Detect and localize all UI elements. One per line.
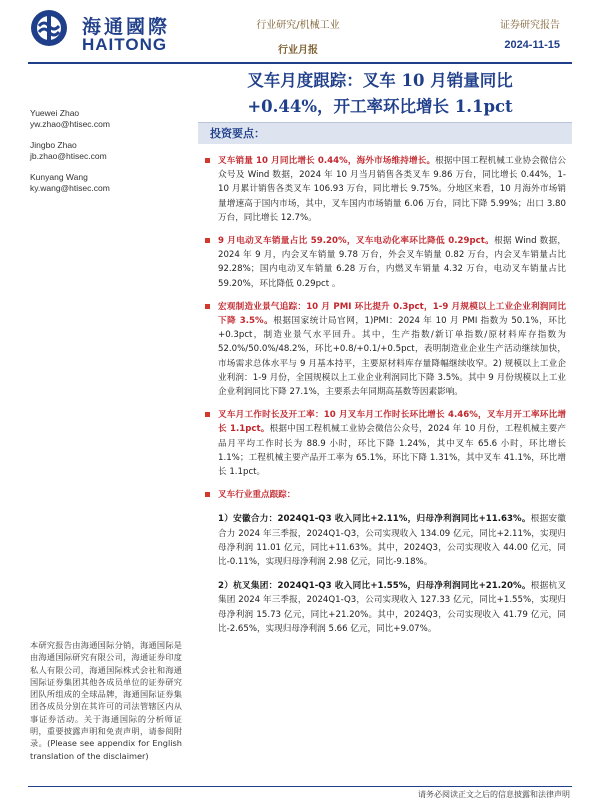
report-category: 行业研究/机械工业 [256,20,340,31]
key-point-lead: 9 月电动叉车销量占比 59.20%，叉车电动化率环比降低 0.29pct。 [218,236,495,247]
bullet-square-icon [205,412,210,417]
key-point-item [204,408,566,479]
company-entry [204,512,566,569]
bullet-square-icon [205,304,210,309]
analyst-entry [30,108,190,130]
section-title: 投资要点： [210,127,265,140]
industry-tracking-heading: 叉车行业重点跟踪： [218,490,296,501]
logo-chinese-name: 海通國際 [82,16,171,38]
analyst-email-link[interactable]: ky.wang@htisec.com [30,183,110,193]
key-point-lead: 叉车月工作时长及开工率：10 月叉车月工作时长环比增长 4.46%，叉车月开工率环比增长 1.1pct。 [218,410,566,435]
report-date: 2024-11-15 [504,39,560,51]
analyst-name: Jingbo Zhao [30,140,77,150]
analyst-name: Yuewei Zhao [30,108,80,118]
key-point-lead: 宏观制造业景气追踪：10 月 PMI 环比提升 0.3pct，1-9 月规模以上工业企业利润同比下降 3.5%。 [218,301,566,327]
footer-note: 请务必阅读正文之后的信息披露和法律声明 [418,790,570,799]
report-type: 行业月报 [278,45,318,56]
key-point-body: 根据 Wind 数据，2024 年 9 月，内会叉车销量 9.78 万台，外会叉车销量 0.82 万台，内会叉车销量占比 92.28%；国内电动叉车销量 6.28 万台，内燃叉车销量 4.32 万台，电动叉车销量占比 59.20%，环比降低 0.29pct 。 [218,236,567,289]
key-point-item [204,300,566,399]
header-category-block [248,16,348,56]
haitong-logo [30,8,220,54]
analyst-entry [30,140,190,162]
industry-tracking-item [204,488,566,502]
bullet-square-icon [205,158,210,163]
key-point-item [204,154,566,225]
logo-english-name: HAITONG [82,35,168,54]
report-title [190,68,570,120]
report-title-line-1: 叉车月度跟踪：叉车 10 月销量同比 [247,71,513,90]
analyst-entry [30,172,190,194]
analyst-name: Kunyang Wang [30,172,88,182]
analyst-email-link[interactable]: jb.zhao@htisec.com [30,151,107,161]
key-point-body: 根据中国工程机械工业协会微信公众号，2024 年 10 月份，工程机械主要产品月平均工作时长为 88.9 小时，环比下降 1.24%，其中叉车 65.6 小时，环比增长 1.1%；工程机械主要产品开工率为 65.1%，环比下降 1.31%，其中叉车 41.1%，环比增长 1.1pct。 [218,424,566,478]
company-lead: 1）安徽合力：2024Q1-Q3 收入同比+2.11%，归母净利润同比+11.63%。 [218,514,531,525]
main-content [198,122,572,781]
key-point-body: 根据中国工程机械工业协会微信公众号及 Wind 数据，2024 年 10 月当月销售各类叉车 9.86 万台，同比增长 0.44%，1-10 月累计销售各类叉车 106.93 万台，同比增长 9.75%。分地区来看，10 月海外市场销量增速高于国内市场，其中，叉车国内市场销量 6.06 万台，同比下降 5.99%；出口 3.80 万台，同比增长 12.7%。 [218,156,566,223]
section-header-bar [198,122,572,144]
key-point-item [204,234,566,291]
haitong-emblem-icon [30,9,68,47]
header-meta-block [500,16,560,51]
report-tag: 证券研究报告 [500,20,560,31]
key-points-list [198,144,572,636]
company-body: 根据杭叉集团 2024 年三季报，2024Q1-Q3，公司实现收入 127.33 亿元，同比+1.55%，实现归母净利润 15.73 亿元，同比+21.20%。其中，2024Q3，公司实现收入 41.79 亿元，同比-2.65%，实现归母净利润 5.66 亿元，同比+9.07%。 [218,581,566,634]
company-lead: 2）杭叉集团：2024Q1-Q3 收入同比+1.55%，归母净利润同比+21.20%。 [218,581,531,592]
company-entry [204,579,566,636]
disclaimer-note: 本研究报告由海通国际分销，海通国际是由海通国际研究有限公司，海通证券印度私人有限公司，海通国际株式会社和海通国际证券集团其他各成员单位的证券研究团队所组成的全球品牌，海通国际证券集团各成员分别在其许可的司法管辖区内从事证券活动。关于海通国际的分析师证明，重要披露声明和免责声明，请参阅附录。(Please see appendix for English translation of the disclaimer) [30,640,182,761]
analyst-list [30,108,190,204]
key-point-body: 根据国家统计局官网，1)PMI：2024 年 10 月 PMI 指数为 50.1%，环比+0.3pct，制造业景气水平回升。其中，生产指数/新订单指数/原材料库存指数为 52.0%/50.0%/48.2%，环比+0.8/+0.1/+0.5pct，表明制造业企业生产活动继续加快，市场需求总体水平与 9 月基本持平，主要原材料库存量降幅继续收窄。2) 规模以上工业企业利润：1-9 月份，全国规模以上工业企业利润同比下降 3.5%。其中 9 月份规模以上工业企业利润同比下降 27.1%，主要系去年同期高基数等因素影响。 [218,316,566,398]
bullet-square-icon [205,238,210,243]
bullet-square-icon [205,492,210,497]
report-title-line-2: +0.44%，开工率环比增长 1.1pct [247,97,513,116]
key-point-lead: 叉车销量 10 月同比增长 0.44%，海外市场维持增长。 [218,156,436,166]
header-divider [28,62,572,64]
footer-divider [28,786,572,787]
analyst-email-link[interactable]: yw.zhao@htisec.com [30,119,110,129]
company-body: 根据安徽合力 2024 年三季报，2024Q1-Q3，公司实现收入 134.09 亿元，同比+2.11%，实现归母净利润 11.01 亿元，同比+11.63%。其中，2024Q3，公司实现收入 44.00 亿元，同比-0.11%，实现归母净利润 2.98 亿元，同比-9.18%。 [218,514,566,568]
